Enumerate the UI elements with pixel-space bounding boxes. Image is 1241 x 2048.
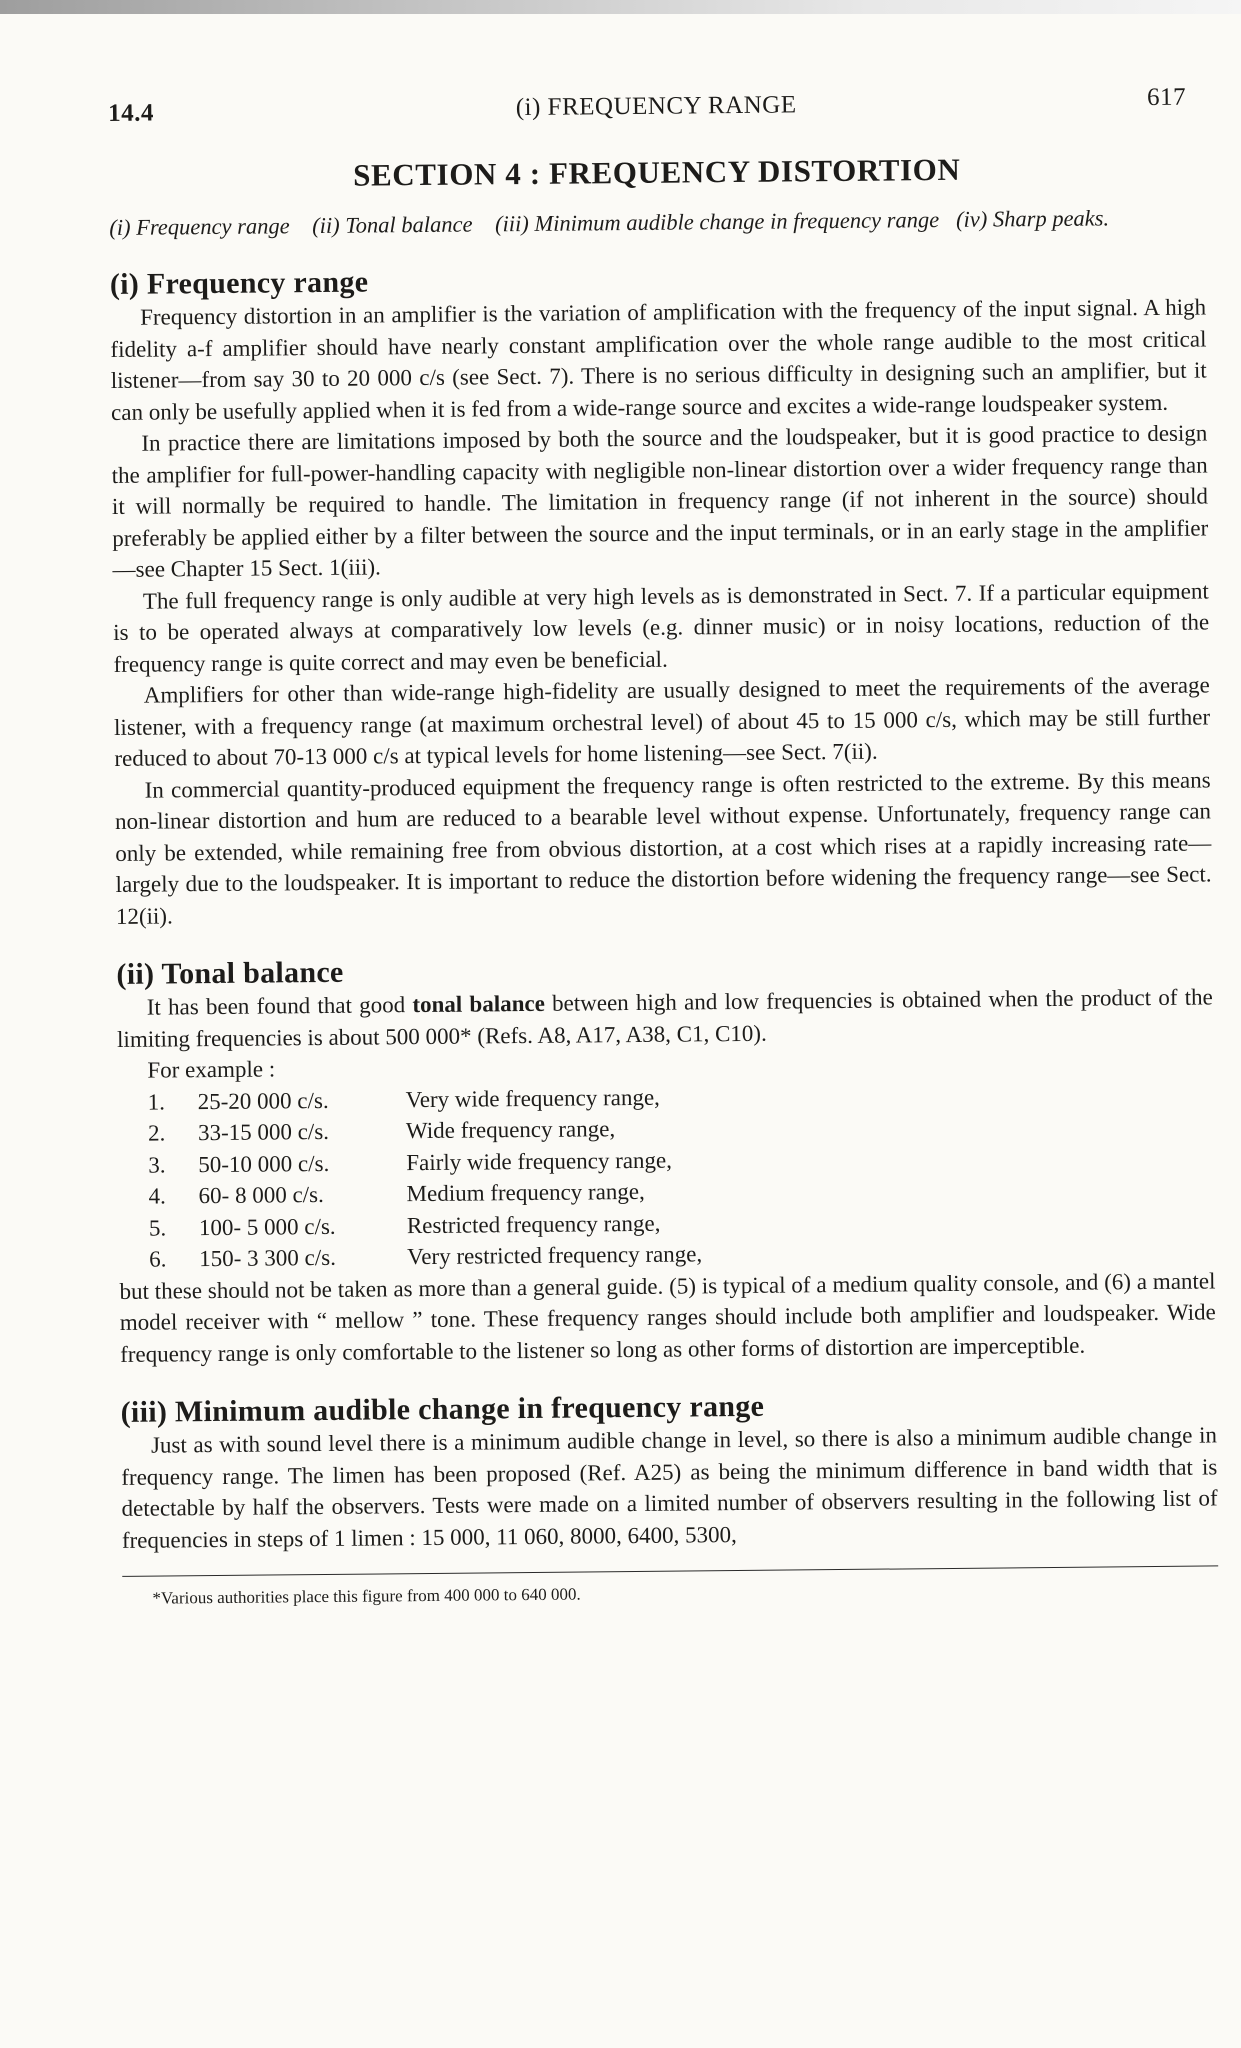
item-number: 3. — [148, 1151, 166, 1178]
item-range: 33-15 000 c/s. — [197, 1118, 330, 1146]
section-number: 14.4 — [108, 99, 155, 127]
heading-minimum-audible-change: (iii) Minimum audible change in frequency range — [120, 1389, 765, 1429]
section-contents — [109, 201, 1205, 244]
scan-edge-band — [0, 0, 1241, 14]
frequency-range-list — [148, 1076, 1216, 1275]
item-number: 4. — [148, 1183, 166, 1209]
running-title: (i) FREQUENCY RANGE — [515, 91, 797, 122]
contents-item-1-number: (i) — [109, 214, 131, 240]
section-title: SECTION 4 : FREQUENCY DISTORTION — [353, 151, 961, 193]
item-number: 6. — [149, 1246, 167, 1272]
item-description: Wide frequency range, — [405, 1116, 616, 1144]
book-page — [108, 81, 1219, 1610]
item-range: 60- 8 000 c/s. — [198, 1181, 324, 1209]
page-number: 617 — [1146, 83, 1187, 112]
running-header — [108, 81, 1204, 132]
item-description: Restricted frequency range, — [406, 1210, 661, 1238]
footnote-divider — [122, 1565, 1218, 1577]
item-number: 2. — [147, 1120, 166, 1146]
contents-item-3-number: (iii) — [494, 210, 529, 237]
item-range: 25-20 000 c/s. — [197, 1087, 329, 1114]
item-description: Very wide frequency range, — [405, 1084, 660, 1112]
paragraph: Amplifiers for other than wide-range high-fidelity are usually designed to meet the requirements of the average listener, with a frequency range (at maximum orchestral level) of about 45 to 15 000 c/s, which may be still further reduced to about 70-13 000 c/s at typical levels for home listening—see Sect. 7(ii). — [113, 672, 1211, 771]
paragraph: In practice there are limitations imposed by both the source and the loudspeaker, but it is good practice to design the amplifier for full-power-handling capacity with negligible non-linear distortion over a wider frequency range than it will normally be required to handle. The limitation in frequency range (if not inherent in the source) should preferably be applied either by a filter between the source and the input terminals, or in an early stage in the amplifier—see Chapter 15 Sect. 1(iii). — [111, 420, 1209, 582]
item-description: Fairly wide frequency range, — [406, 1147, 673, 1175]
contents-item-4: Sharp peaks. — [992, 205, 1110, 232]
bold-term: tonal balance — [412, 990, 545, 1018]
item-number: 5. — [148, 1214, 167, 1241]
paragraph: The full frequency range is only audible at very high levels as is demonstrated in Sect. 7. If a particular equipment is to be operated always at comparatively low levels (e.g. dinner music) or in noisy locations, reduction of the frequency range is quite correct and may even be beneficial. — [113, 577, 1210, 677]
item-range: 50-10 000 c/s. — [198, 1150, 330, 1177]
item-range: 150- 3 300 c/s. — [199, 1244, 337, 1272]
contents-item-4-number: (iv) — [955, 206, 988, 232]
paragraph — [117, 981, 1214, 1055]
item-description: Medium frequency range, — [406, 1178, 645, 1207]
text-run: It has been found that good — [146, 992, 413, 1020]
item-number: 1. — [147, 1089, 166, 1115]
paragraph: but these should not be taken as more than a general guide. (5) is typical of a medium quality console, and (6) a mantel model receiver with “ mellow ” tone. These frequency ranges should include both amplifier and loudspeaker. Wide frequency range is only comfortable to the listener so long as other forms of distortion are imperceptible. — [119, 1267, 1216, 1367]
item-description: Very restricted frequency range, — [407, 1241, 703, 1270]
paragraph: Just as with sound level there is a minimum audible change in level, so there is also a minimum audible change in frequency range. The limen has been proposed (Ref. A25) as being the minimum difference in band width that is detectable by half the observers. Tests were made on a limited number of observers resulting in the following list of frequencies in steps of 1 limen : 15 000, 11 060, 8000, 6400, 5300, — [121, 1422, 1218, 1553]
heading-frequency-range: (i) Frequency range — [109, 265, 369, 301]
text-run: between high and low frequencies is obtained when the product of the limiting frequencies is about 500 000* (Refs. A8, A17, A38, C1, C10). — [116, 984, 1213, 1052]
paragraph: In commercial quantity-produced equipment the frequency range is often restricted to the extreme. By this means non-linear distortion and hum are reduced to a bearable level without expense. Unfortunately, frequency range can only be extended, while remaining free from obvious distortion, at a cost which rises at a rapidly increasing rate—largely due to the loudspeaker. It is important to reduce the distortion before widening the frequency range—see Sect. 12(ii). — [114, 766, 1212, 929]
heading-tonal-balance: (ii) Tonal balance — [116, 955, 344, 991]
for-example-label: For example : — [147, 1056, 276, 1083]
contents-item-1: Frequency range — [136, 213, 290, 240]
item-range: 100- 5 000 c/s. — [198, 1213, 336, 1240]
contents-item-2-number: (ii) — [312, 212, 340, 239]
contents-item-3: Minimum audible change in frequency range — [534, 207, 940, 236]
footnote: *Various authorities place this figure from 400 000 to 640 000. — [152, 1584, 581, 1608]
contents-item-2: Tonal balance — [345, 211, 473, 238]
paragraph: Frequency distortion in an amplifier is the variation of amplification with the frequency of the input signal. A high fidelity a-f amplifier should have nearly constant amplification over the whole range audible to the most critical listener—from say 30 to 20 000 c/s (see Sect. 7). There is no serious difficulty in designing such an amplifier, but it can only be usefully applied when it is fed from a wide-range source and excites a wide-range loudspeaker system. — [110, 294, 1207, 425]
